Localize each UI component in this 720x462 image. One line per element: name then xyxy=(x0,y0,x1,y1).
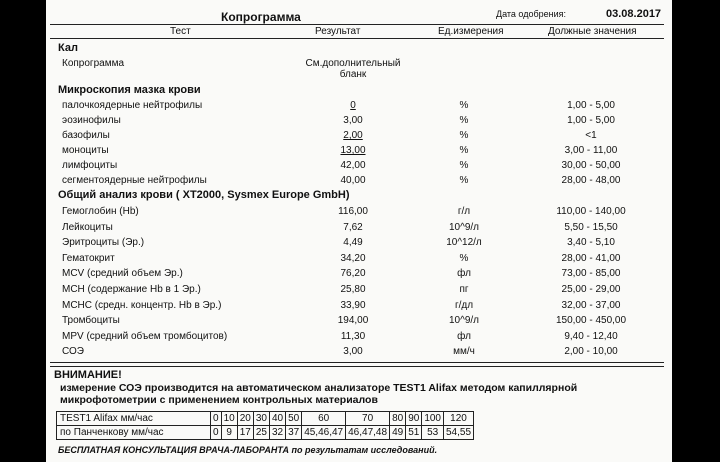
esr-cell: 25 xyxy=(253,426,269,440)
attention-title: ВНИМАНИЕ! xyxy=(54,369,122,381)
test-result: 13,00 xyxy=(340,145,366,156)
table-header xyxy=(50,24,664,39)
test-unit: % xyxy=(459,130,469,141)
test-reference: 28,00 - 48,00 xyxy=(561,175,621,186)
test-name: Гемоглобин (Hb) xyxy=(62,206,139,217)
test-unit: 10^9/л xyxy=(449,221,479,233)
col-unit: Ед.измерения xyxy=(438,26,504,37)
test-name: Копрограмма xyxy=(62,58,125,69)
esr-cell: 70 xyxy=(346,412,390,426)
test-unit: % xyxy=(459,252,469,264)
test-name: палочкоядерные нейтрофилы xyxy=(62,100,203,111)
esr-conversion-table xyxy=(56,411,474,440)
test-reference: 3,40 - 5,10 xyxy=(567,237,615,249)
esr-cell: 54,55 xyxy=(444,426,474,440)
test-unit: % xyxy=(459,175,469,186)
test-name: СОЭ xyxy=(62,346,84,358)
test-reference: 25,00 - 29,00 xyxy=(561,284,621,295)
col-ref: Должные значения xyxy=(548,26,637,37)
col-result: Результат xyxy=(315,26,361,37)
esr-cell: 100 xyxy=(422,412,444,426)
lab-report-page xyxy=(46,0,672,462)
col-test: Тест xyxy=(170,26,191,37)
test-name: лимфоциты xyxy=(62,160,118,171)
table-row xyxy=(46,144,672,159)
esr-cell: 49 xyxy=(390,426,406,440)
test-result-cont: бланк xyxy=(339,69,367,80)
test-result: 3,00 xyxy=(343,115,363,126)
esr-cell: 51 xyxy=(406,426,422,440)
test-result: См.дополнительный xyxy=(305,58,401,69)
table-row xyxy=(46,267,672,282)
test-result: 194,00 xyxy=(337,315,369,327)
table-row xyxy=(46,330,672,345)
test-unit: 10^9/л xyxy=(449,315,479,327)
test-name: Эритроциты (Эр.) xyxy=(62,237,145,249)
test-reference: <1 xyxy=(585,130,597,141)
esr-cell: 37 xyxy=(286,426,302,440)
esr-cell: 45,46,47 xyxy=(302,426,346,440)
test-unit: % xyxy=(459,100,469,111)
test-unit: 10^12/л xyxy=(446,237,482,249)
page-title: Копрограмма xyxy=(221,10,301,24)
table-row xyxy=(57,412,474,426)
test-reference: 28,00 - 41,00 xyxy=(561,252,621,264)
divider xyxy=(50,366,664,367)
test-reference: 73,00 - 85,00 xyxy=(561,268,621,280)
test-reference: 9,40 - 12,40 xyxy=(564,330,618,342)
test-reference: 1,00 - 5,00 xyxy=(567,100,615,111)
test-result: 11,30 xyxy=(340,330,366,342)
section-oak: Общий анализ крови ( XT2000, Sysmex Europe GmbH) xyxy=(58,189,350,201)
esr-cell: 80 xyxy=(390,412,406,426)
esr-cell: 30 xyxy=(253,412,269,426)
section-micro: Микроскопия мазка крови xyxy=(58,84,201,96)
test-result: 4,49 xyxy=(343,237,363,249)
esr-cell: 0 xyxy=(211,412,222,426)
test-result: 3,00 xyxy=(343,346,363,358)
test-name: эозинофилы xyxy=(62,115,121,126)
test-unit: фл xyxy=(457,268,471,280)
test-unit: % xyxy=(459,115,469,126)
esr-cell: 9 xyxy=(221,426,237,440)
test-reference: 30,00 - 50,00 xyxy=(561,160,621,171)
test-result: 34,20 xyxy=(340,252,366,264)
test-reference: 5,50 - 15,50 xyxy=(564,221,618,233)
esr-cell: 10 xyxy=(221,412,237,426)
esr-row-label: по Панченкову мм/час xyxy=(57,426,211,440)
table-row xyxy=(46,174,672,189)
test-unit: % xyxy=(459,145,469,156)
section-kal: Кал xyxy=(58,42,78,54)
table-row xyxy=(46,114,672,129)
table-row xyxy=(57,426,474,440)
test-result: 116,00 xyxy=(338,206,368,217)
test-result: 42,00 xyxy=(340,160,366,171)
test-name: моноциты xyxy=(62,145,109,156)
table-row xyxy=(46,252,672,267)
test-reference: 150,00 - 450,00 xyxy=(555,315,627,327)
test-unit: % xyxy=(459,160,469,171)
table-row xyxy=(46,205,672,220)
test-unit: пг xyxy=(459,284,469,295)
esr-cell: 17 xyxy=(237,426,253,440)
esr-cell: 120 xyxy=(444,412,474,426)
table-row xyxy=(46,345,672,360)
test-unit: мм/ч xyxy=(453,346,475,358)
approval-label: Дата одобрения: xyxy=(496,9,567,19)
test-reference: 1,00 - 5,00 xyxy=(567,115,615,126)
attention-text: измерение СОЭ производится на автоматическом анализаторе TEST1 Alifax методом капиллярной микрофотометрии с применением контрольных материалов xyxy=(60,382,578,406)
test-name: сегментоядерные нейтрофилы xyxy=(62,175,207,186)
test-result: 33,90 xyxy=(340,299,366,311)
esr-cell: 20 xyxy=(237,412,253,426)
esr-cell: 0 xyxy=(211,426,222,440)
esr-cell: 50 xyxy=(286,412,302,426)
esr-cell: 90 xyxy=(406,412,422,426)
esr-row-label: TEST1 Alifax мм/час xyxy=(57,412,211,426)
table-row xyxy=(46,159,672,174)
test-reference: 3,00 - 11,00 xyxy=(564,145,618,156)
test-name: MCV (средний объем Эр.) xyxy=(62,268,183,280)
test-name: MCH (содержание Hb в 1 Эр.) xyxy=(62,284,201,295)
esr-cell: 46,47,48 xyxy=(346,426,390,440)
test-unit: г/дл xyxy=(454,299,474,311)
approval-date: 03.08.2017 xyxy=(606,8,662,20)
esr-cell: 32 xyxy=(269,426,285,440)
table-row xyxy=(46,99,672,114)
consultation-note: БЕСПЛАТНАЯ КОНСУЛЬТАЦИЯ ВРАЧА-ЛАБОРАНТА по результатам исследований. xyxy=(58,445,438,455)
test-reference: 2,00 - 10,00 xyxy=(564,346,618,358)
test-name: Гематокрит xyxy=(62,252,115,264)
test-result: 40,00 xyxy=(340,175,366,186)
table-row xyxy=(46,299,672,314)
test-name: MPV (средний объем тромбоцитов) xyxy=(62,330,228,342)
esr-cell: 60 xyxy=(302,412,346,426)
esr-cell: 40 xyxy=(269,412,285,426)
test-name: Лейкоциты xyxy=(62,221,113,233)
divider xyxy=(50,362,664,363)
test-name: базофилы xyxy=(62,130,110,141)
test-result: 2,00 xyxy=(343,130,363,141)
table-row xyxy=(46,314,672,329)
test-result: 7,62 xyxy=(343,221,363,233)
test-name: Тромбоциты xyxy=(62,315,120,327)
table-row xyxy=(46,236,672,251)
test-result: 0 xyxy=(350,100,356,111)
esr-cell: 53 xyxy=(422,426,444,440)
test-name: MCHC (средн. концентр. Hb в Эр.) xyxy=(62,299,222,311)
table-row xyxy=(46,283,672,298)
test-unit: г/л xyxy=(457,206,471,217)
test-result: 25,80 xyxy=(340,284,366,295)
test-reference: 110,00 - 140,00 xyxy=(556,206,626,217)
table-row xyxy=(46,129,672,144)
test-result: 76,20 xyxy=(340,268,366,280)
table-row xyxy=(46,68,672,83)
test-unit: фл xyxy=(457,330,471,342)
table-row xyxy=(46,221,672,236)
test-reference: 32,00 - 37,00 xyxy=(561,299,621,311)
